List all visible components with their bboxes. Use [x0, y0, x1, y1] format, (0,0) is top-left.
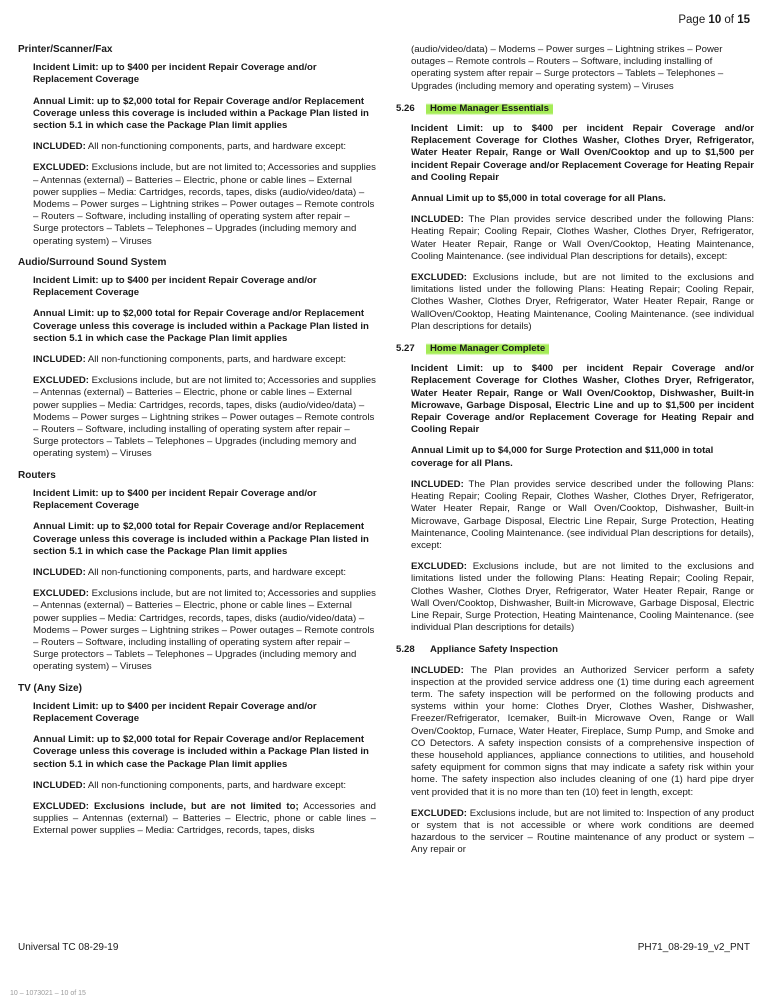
annual-limit: Annual Limit up to $4,000 for Surge Protection and $11,000 in total coverage for all Plans.: [411, 445, 714, 469]
section-number: 5.28: [396, 644, 415, 656]
incident-limit: Incident Limit: up to $400 per incident Repair Coverage and/or Replacement Coverage: [33, 700, 317, 724]
included-text: INCLUDED: The Plan provides service described under the following Plans: Heating Repair; Cooling Repair, Clothes Washer, Clothes Dryer, Refrigerator, Water Heater Repair, Range or Wall Oven/Cooktop, Heating Maintenance, Cooling Maintenance. (see individual Plan descriptions for details), except:: [411, 214, 754, 262]
product-section: [18, 470, 376, 674]
section-header: [396, 102, 754, 116]
section-heading: Audio/Surround Sound System: [18, 256, 167, 268]
section-title: Home Manager Essentials: [426, 102, 553, 116]
excluded-text: EXCLUDED: Exclusions include, but are not limited to; Accessories and supplies – Antennas (external) – Batteries – Electric, phone or cable lines – External power supplies – Media: Cartridges, records, tapes, disks (audio/video/data) – Modems – Power surges – Lightning strikes – Power outages – Remote controls – Routers – Software, including installing of operating system after repair – Surge protectors – Tablets – Telephones – Upgrades (including memory and operating system) – Viruses: [33, 588, 376, 673]
section-heading: Printer/Scanner/Fax: [18, 44, 113, 55]
included-text: INCLUDED: All non-functioning components, parts, and hardware except:: [33, 779, 347, 791]
section-number: 5.26: [396, 102, 415, 114]
included-text: INCLUDED: The Plan provides service described under the following Plans: Heating Repair; Cooling Repair, Clothes Washer, Clothes Dryer, Refrigerator, Water Heater Repair, Range or Wall Oven/Cooktop, Dishwasher, Built-in Microwave, Garbage Disposal, Electric Line Repair, Surge Protection, Heating Maintenance, Cooling Maintenance. (see individual Plan descriptions for details), except:: [411, 478, 754, 551]
annual-limit: Annual Limit: up to $2,000 total for Repair Coverage and/or Replacement Coverage unless this coverage is included within a Package Plan listed in section 5.1 in which case the Package Plan limit applies: [33, 734, 369, 770]
excluded-text: EXCLUDED: Exclusions include, but are not limited to; Accessories and supplies – Antennas (external) – Batteries – Electric, phone or cable lines – External power supplies – Media: Cartridges, records, tapes, disks (audio/video/data) – Modems – Power surges – Lightning strikes – Power outages – Remote controls – Routers – Software, including installing of operating system after repair – Surge protectors – Tablets – Telephones – Upgrades (including memory and operating system) – Viruses: [33, 375, 376, 460]
annual-limit: Annual Limit up to $5,000 in total coverage for all Plans.: [411, 193, 666, 205]
annual-limit: Annual Limit: up to $2,000 total for Repair Coverage and/or Replacement Coverage unless this coverage is included within a Package Plan listed in section 5.1 in which case the Package Plan limit applies: [33, 308, 369, 344]
excluded-text: EXCLUDED: Exclusions include, but are not limited to the exclusions and limitations listed under the following Plans: Heating Repair; Cooling Repair, Clothes Washer, Clothes Dryer, Refrigerator, Water Heater Repair, Range or WallOven/Cooktop, Heating Maintenance, Cooling Maintenance. (see individual Plan descriptions for details): [411, 272, 754, 332]
section-header: [396, 342, 754, 356]
footer-right: PH71_08-29-19_v2_PNT: [637, 942, 750, 953]
plan-section: [396, 643, 754, 856]
product-section: [18, 683, 376, 838]
excluded-text: EXCLUDED: Exclusions include, but are not limited to the exclusions and limitations listed under the following Plans: Heating Repair; Cooling Repair, Clothes Washer, Clothes Dryer, Refrigerator, Water Heater Repair, Range or Wall Oven/Cooktop, Dishwasher, Built-in Microwave, Garbage Disposal, Electric Line Repair, Surge Protection, Heating Maintenance, Cooling Maintenance. (see individual Plan descriptions for details): [411, 561, 754, 634]
section-title: Home Manager Complete: [426, 342, 549, 356]
edge-mark: 10 – 1073021 – 10 of 15: [10, 990, 86, 997]
annual-limit: Annual Limit: up to $2,000 total for Repair Coverage and/or Replacement Coverage unless this coverage is included within a Package Plan listed in section 5.1 in which case the Package Plan limit applies: [33, 95, 369, 132]
included-text: INCLUDED: All non-functioning components, parts, and hardware except:: [33, 566, 347, 578]
section-number: 5.27: [396, 343, 415, 355]
product-section: [18, 257, 376, 461]
excluded-text: EXCLUDED: Exclusions include, but are not limited to; Accessories and supplies – Antennas (external) – Batteries – Electric, phone or cable lines – External power supplies – Media: Cartridges, records, tapes, disks (audio/video/data) – Modems – Power surges – Lightning strikes – Power outages – Remote controls – Routers – Software, including installing of operating system after repair – Surge protectors – Tablets – Telephones – Upgrades (including memory and operating system) – Viruses: [33, 162, 376, 247]
section-header: [396, 643, 754, 657]
section-heading: Routers: [18, 469, 56, 481]
product-section: [18, 44, 376, 248]
footer-left: Universal TC 08-29-19: [18, 942, 119, 953]
page-number: Page 10 of 15: [678, 14, 750, 26]
plan-section: [396, 342, 754, 634]
excluded-text: EXCLUDED: Exclusions include, but are not limited to; Accessories and supplies – Antennas (external) – Batteries – Electric, phone or cable lines – External power supplies – Media: Cartridges, records, tapes, disks: [33, 800, 376, 837]
annual-limit: Annual Limit: up to $2,000 total for Repair Coverage and/or Replacement Coverage unless this coverage is included within a Package Plan listed in section 5.1 in which case the Package Plan limit applies: [33, 521, 369, 557]
plan-section: [396, 102, 754, 333]
incident-limit: Incident Limit: up to $400 per incident Repair Coverage and/or Replacement Coverage for Clothes Washer, Clothes Dryer, Refrigerator, Water Heater Repair, Range or Wall Oven/Cooktop, Dishwasher, Built-in Microwave, Garbage Disposal, Electric Line and up to $1,500 per incident Repair Coverage and/or Replacement Coverage for Heating Repair and Cooling Repair: [411, 363, 754, 436]
incident-limit: Incident Limit: up to $400 per incident Repair Coverage and/or Replacement Coverage: [33, 275, 317, 299]
section-heading: TV (Any Size): [18, 682, 82, 694]
incident-limit: Incident Limit: up to $400 per incident Repair Coverage and/or Replacement Coverage: [33, 487, 317, 512]
left-column: [18, 44, 376, 847]
included-text: INCLUDED: The Plan provides an Authorized Servicer perform a safety inspection at the provided service address one (1) time during each agreement term. The safety inspection will be performed on the following products and systems within your home: Clothes Dryer, Clothes Washer, Dishwasher, Freezer/Refrigerator, Icemaker, Built-in Microwave Oven, Range or Wall Oven/Cooktop, Furnace, Water Heater, Fireplace, Sump Pump, and Smoke and CO Detectors. A safety inspection consists of a comprehensive inspection of these household appliances, appliance connections to utilities, and household safety equipment for common signs that may indicate a safety risk within your home. The safety inspection also includes cleaning of one (1) hard pipe dryer vent provided that it is no more than ten (10) feet in length, except:: [411, 664, 754, 798]
incident-limit: Incident Limit: up to $400 per incident Repair Coverage and/or Replacement Coverage: [33, 62, 317, 86]
continued-text: (audio/video/data) – Modems – Power surges – Lightning strikes – Power outages – Remote controls – Routers – Software, including installing of operating system after repair – Surge protectors – Tablets – Telephones – Upgrades (including memory and operating system) – Viruses: [411, 44, 724, 92]
included-text: INCLUDED: All non-functioning components, parts, and hardware except:: [33, 141, 347, 153]
incident-limit: Incident Limit: up to $400 per incident Repair Coverage and/or Replacement Coverage for Clothes Washer, Clothes Dryer, Refrigerator, Water Heater Repair, Range or Wall Oven/Cooktop and up to $1,500 per incident Repair Coverage and/or Replacement Coverage for Heating Repair and Cooling Repair: [411, 123, 754, 183]
section-title: Appliance Safety Inspection: [430, 644, 558, 656]
excluded-text: EXCLUDED: Exclusions include, but are not limited to: Inspection of any product or system that is not accessible or where work conditions are deemed hazardous to the servicer – Routine maintenance of any product or system – Any repair or: [411, 807, 754, 856]
right-column: [396, 44, 754, 866]
included-text: INCLUDED: All non-functioning components, parts, and hardware except:: [33, 354, 347, 366]
